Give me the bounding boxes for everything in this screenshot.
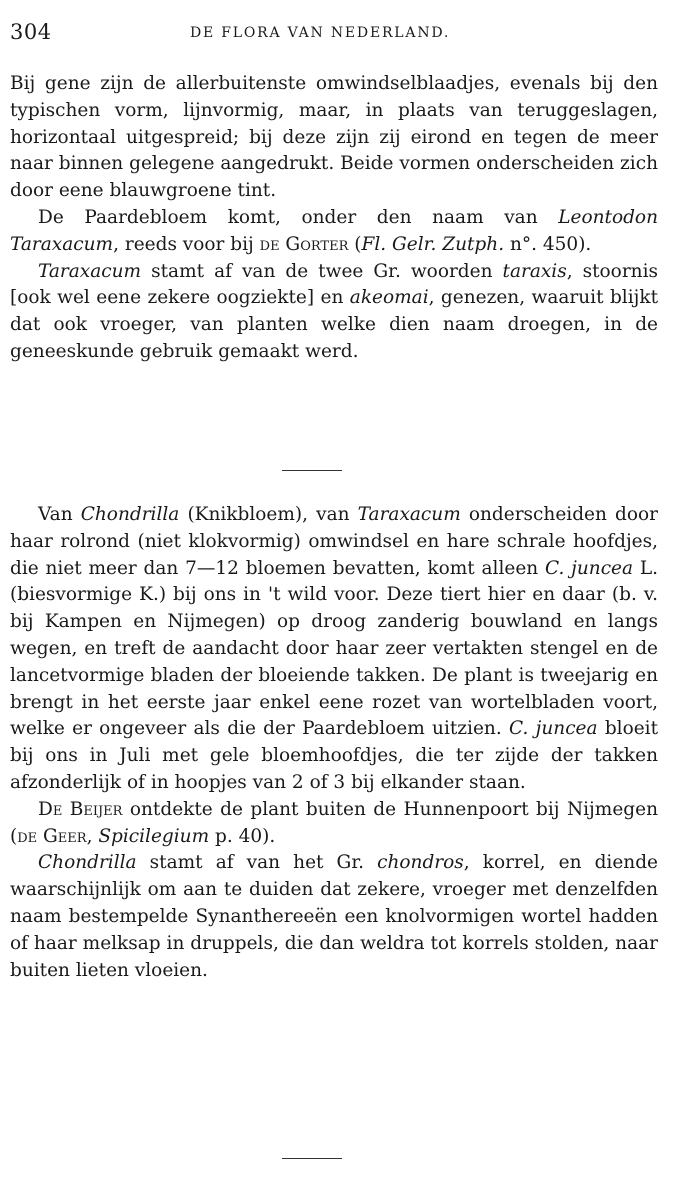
text-block-chondrilla — [10, 502, 658, 984]
paragraph-paardebloem-name: De Paardebloem komt, onder den naam van Leontodon Taraxacum, reeds voor bij de Gorter (Fl. Gelr. Zutph. n°. 450). — [10, 206, 658, 255]
paragraph-taraxacum-etymology: Taraxacum stamt af van de twee Gr. woorden taraxis, stoornis [ook wel eene zekere oogziekte] en akeomai, genezen, waaruit blijkt dat ook vroeger, van planten welke dien naam droegen, in de geneeskunde gebruik gemaakt werd. — [10, 260, 658, 362]
text-block-taraxacum — [10, 71, 658, 366]
running-title: DE FLORA VAN NEDERLAND. — [190, 25, 451, 41]
section-divider-bottom — [282, 1158, 342, 1159]
section-divider — [282, 470, 342, 471]
page-number: 304 — [10, 20, 52, 44]
paragraph-chondrilla-etymology: Chondrilla stamt af van het Gr. chondros, korrel, en diende waarschijnlijk om aan te duiden dat zekere, vroeger met denzelfden naam bestempelde Synanthereeën een knolvormigen wortel hadden of haar melksap in druppels, die dan weldra tot korrels stolden, naar buiten lieten vloeien. — [10, 852, 658, 981]
paragraph-de-beijer: De Beijer ontdekte de plant buiten de Hunnenpoort bij Nijmegen (de Geer, Spicilegium p. 40). — [10, 798, 658, 847]
paragraph-varieties: Bij gene zijn de allerbuitenste omwindselblaadjes, evenals bij den typischen vorm, lijnvormig, maar, in plaats van teruggeslagen, horizontaal uitgespreid; bij deze zijn zij eirond en tegen de meer naar binnen gelegene aangedrukt. Beide vormen onderscheiden zich door eene blauwgroene tint. — [10, 73, 658, 202]
page-header — [10, 20, 658, 50]
paragraph-chondrilla-description: Van Chondrilla (Knikbloem), van Taraxacum onderscheiden door haar rolrond (niet klokvormig) omwindsel en hare schrale hoofdjes, die niet meer dan 7—12 bloemen bevatten, komt alleen C. juncea L. (biesvormige K.) bij ons in 't wild voor. Deze tiert hier en daar (b. v. bij Kampen en Nijmegen) op droog zanderig bouwland en langs wegen, en treft de aandacht door haar zeer vertakten stengel en de lancetvormige bladen der bloeiende takken. De plant is tweejarig en brengt in het eerste jaar enkel eene rozet van wortelbladen voort, welke er ongeveer als die der Paardebloem uitzien. C. juncea bloeit bij ons in Juli met gele bloemhoofdjes, die ter zijde der takken afzonderlijk of in hoopjes van 2 of 3 bij elkander staan. — [10, 504, 659, 793]
